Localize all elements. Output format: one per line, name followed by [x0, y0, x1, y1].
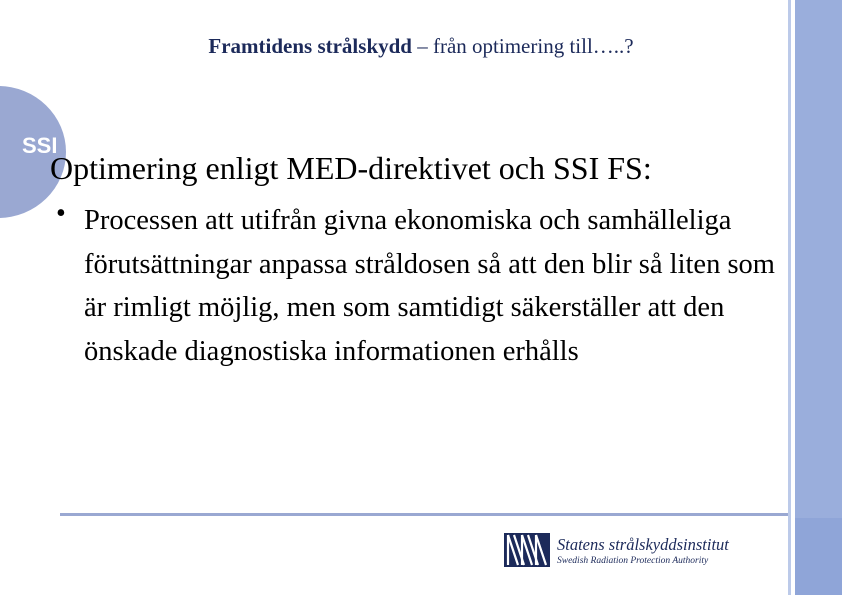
page-title-bold: Framtidens strålskydd: [208, 34, 412, 58]
right-accent-bar: [795, 0, 842, 595]
bullet-marker: •: [56, 198, 66, 229]
ssi-logo-icon: [504, 533, 550, 567]
slide-heading: Optimering enligt MED-direktivet och SSI FS:: [50, 150, 652, 186]
page-title-rest: – från optimering till…..?: [411, 34, 634, 58]
ssi-badge-label: SSI: [22, 133, 58, 158]
bullet-text: Processen att utifrån givna ekonomiska och samhälleliga förutsättningar anpassa stråldosen så att den blir så liten som är rimligt möjlig, men som samtidigt säkerställer att den önskade diagnostiska informationen erhålls: [84, 205, 775, 367]
org-name-english: Swedish Radiation Protection Authority: [557, 556, 709, 566]
org-name: Statens strålskyddsinstitut: [557, 535, 729, 554]
right-accent-bar-bottom: [795, 518, 842, 595]
footer-divider: [60, 513, 788, 516]
page-title: [0, 34, 842, 59]
